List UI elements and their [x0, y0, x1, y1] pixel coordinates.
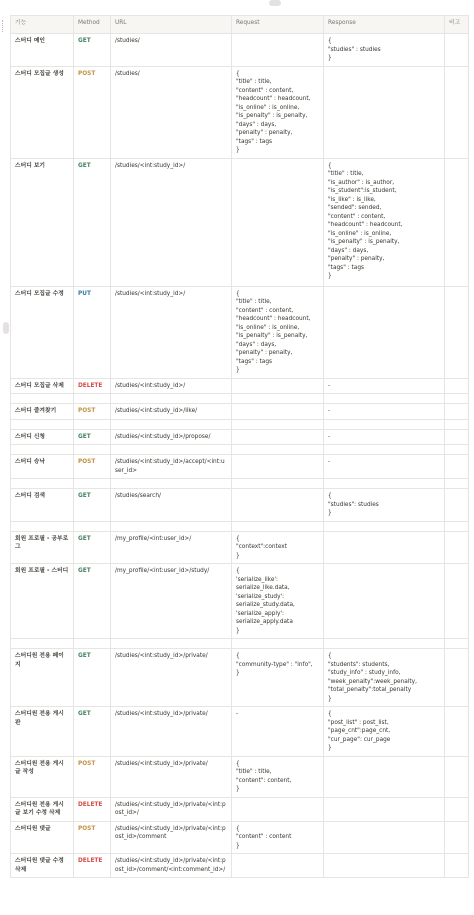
method-cell[interactable] — [74, 34, 111, 67]
url-text: /studies/<int:study_id>/private/<int:post_id>/comment/<int:comment_id>/ — [115, 858, 226, 873]
empty-cell[interactable] — [232, 521, 324, 531]
spacer-row — [11, 639, 469, 649]
url-text: /studies/<int:study_id>/like/ — [115, 408, 198, 414]
feature-cell[interactable] — [11, 797, 74, 821]
empty-cell[interactable] — [11, 419, 74, 429]
feature-cell[interactable] — [11, 756, 74, 797]
method-text: GET — [78, 162, 91, 169]
url-text: /studies/search/ — [115, 493, 161, 499]
method-cell[interactable] — [74, 854, 111, 878]
note-cell[interactable] — [445, 821, 469, 854]
empty-cell[interactable] — [445, 445, 469, 455]
url-cell[interactable] — [111, 378, 232, 394]
request-cell[interactable] — [232, 378, 324, 394]
method-text: GET — [78, 38, 91, 44]
method-text: GET — [78, 433, 91, 440]
feature-text: 스터디 검색 — [15, 493, 46, 499]
method-text: GET — [78, 568, 91, 574]
request-cell[interactable] — [232, 158, 324, 286]
url-text: /my_profile/<int:user_id>/study/ — [115, 568, 210, 574]
empty-cell[interactable] — [11, 479, 74, 489]
note-cell[interactable] — [445, 797, 469, 821]
feature-text: 스터디 모집글 삭제 — [15, 382, 64, 389]
note-cell[interactable] — [445, 756, 469, 797]
response-cell[interactable] — [324, 797, 445, 821]
method-text: DELETE — [78, 382, 103, 389]
method-text: DELETE — [78, 801, 103, 808]
url-text: /studies/<int:study_id>/private/<int:post_id>/ — [115, 801, 226, 816]
note-cell[interactable] — [445, 404, 469, 420]
empty-cell[interactable] — [111, 445, 232, 455]
request-text: { "title" : title, "content" : content, "headcount" : headcount, "is_online" : is_online, "is_penalty" : is_penalty, "days" : days, "penalty" : penalty, "tags" : tags } — [236, 290, 311, 373]
table-row — [11, 455, 469, 479]
empty-cell[interactable] — [324, 394, 445, 404]
request-cell[interactable] — [232, 854, 324, 878]
url-text: /studies/<int:study_id>/private/ — [115, 711, 208, 717]
table-row — [11, 821, 469, 854]
header-method[interactable]: Method — [74, 16, 111, 34]
empty-cell[interactable] — [74, 419, 111, 429]
empty-cell[interactable] — [232, 419, 324, 429]
empty-cell[interactable] — [232, 394, 324, 404]
table-body — [11, 34, 469, 878]
response-cell[interactable] — [324, 429, 445, 445]
note-cell[interactable] — [445, 455, 469, 479]
feature-text: 스터디원 전용 게시판 — [15, 711, 64, 726]
request-text: { "title" : title, "content": content, } — [236, 760, 292, 792]
method-cell[interactable] — [74, 66, 111, 158]
request-cell[interactable] — [232, 531, 324, 564]
method-cell[interactable] — [74, 531, 111, 564]
feature-text: 스터디 메인 — [15, 38, 46, 44]
feature-text: 스터디 승낙 — [15, 459, 46, 465]
url-text: /studies/<int:study_id>/private/ — [115, 760, 208, 767]
url-cell[interactable] — [111, 66, 232, 158]
url-cell[interactable] — [111, 707, 232, 757]
header-request[interactable]: Request — [232, 16, 324, 34]
method-text: POST — [78, 408, 96, 414]
response-cell[interactable] — [324, 378, 445, 394]
empty-cell[interactable] — [232, 479, 324, 489]
response-text: - — [328, 382, 331, 389]
response-cell[interactable] — [324, 66, 445, 158]
response-cell[interactable] — [324, 756, 445, 797]
response-text: { "students": students, "study_info" : study_info, "week_penalty":week_penalty, "total_penalty":total_penalty } — [328, 653, 417, 702]
url-cell[interactable] — [111, 489, 232, 522]
table-left-guide — [2, 20, 6, 32]
feature-cell[interactable] — [11, 649, 74, 707]
feature-text: 스터디 모집글 수정 — [15, 290, 64, 297]
empty-cell[interactable] — [324, 521, 445, 531]
method-text: GET — [78, 535, 91, 542]
feature-text: 회원 프로필 - 스터디 — [15, 568, 69, 574]
method-cell[interactable] — [74, 756, 111, 797]
request-text: { "title" : title, "content" : content, "headcount" : headcount, "is_online" : is_online, "is_penalty" : is_penalty, "days" : days, "penalty" : penalty, "tags" : tags } — [236, 70, 311, 153]
request-cell[interactable] — [232, 404, 324, 420]
feature-text: 스터디원 댓글 — [15, 825, 51, 832]
note-cell[interactable] — [445, 707, 469, 757]
empty-cell[interactable] — [232, 639, 324, 649]
url-text: /studies/<int:study_id>/private/ — [115, 653, 208, 659]
request-cell[interactable] — [232, 286, 324, 378]
feature-cell[interactable] — [11, 66, 74, 158]
url-cell[interactable] — [111, 821, 232, 854]
empty-cell[interactable] — [74, 639, 111, 649]
url-cell[interactable] — [111, 455, 232, 479]
response-text: { "studies": studies } — [328, 493, 379, 516]
table-row — [11, 707, 469, 757]
url-text: /studies/ — [115, 70, 140, 77]
request-text: { 'serialize_like': serialize_like.data, 'serialize_study': serialize_study.data, 'serialize_apply': serialize_apply.data } — [236, 568, 295, 634]
response-text: - — [328, 459, 331, 465]
request-cell[interactable] — [232, 707, 324, 757]
spacer-row — [11, 419, 469, 429]
feature-cell[interactable] — [11, 429, 74, 445]
empty-cell[interactable] — [111, 394, 232, 404]
url-text: /studies/<int:study_id>/accept/<int:user_id> — [115, 459, 225, 474]
empty-cell[interactable] — [324, 445, 445, 455]
url-cell[interactable] — [111, 286, 232, 378]
table-row — [11, 66, 469, 158]
method-cell[interactable] — [74, 286, 111, 378]
feature-cell[interactable] — [11, 404, 74, 420]
response-cell[interactable] — [324, 158, 445, 286]
url-cell[interactable] — [111, 404, 232, 420]
response-cell[interactable] — [324, 649, 445, 707]
empty-cell[interactable] — [232, 445, 324, 455]
empty-cell[interactable] — [11, 639, 74, 649]
url-text: /studies/ — [115, 38, 140, 44]
feature-cell[interactable] — [11, 531, 74, 564]
feature-text: 스터디 신청 — [15, 433, 46, 440]
feature-text: 스터디 즐겨찾기 — [15, 408, 57, 414]
table-row — [11, 34, 469, 67]
feature-cell[interactable] — [11, 854, 74, 878]
response-cell[interactable] — [324, 404, 445, 420]
url-cell[interactable] — [111, 429, 232, 445]
url-cell[interactable] — [111, 756, 232, 797]
feature-text: 스터디 모집글 생성 — [15, 70, 64, 77]
url-text: /my_profile/<int:user_id>/ — [115, 535, 192, 542]
spacer-row — [11, 394, 469, 404]
request-cell[interactable] — [232, 489, 324, 522]
empty-cell[interactable] — [324, 639, 445, 649]
request-cell[interactable] — [232, 429, 324, 445]
feature-text: 스터디원 댓글 수정 삭제 — [15, 858, 64, 873]
feature-text: 회원 프로필 - 공부로그 — [15, 535, 69, 550]
note-cell[interactable] — [445, 66, 469, 158]
empty-cell[interactable] — [111, 639, 232, 649]
response-text: - — [328, 408, 331, 414]
url-cell[interactable] — [111, 797, 232, 821]
url-text: /studies/<int:study_id>/propose/ — [115, 433, 211, 440]
request-cell[interactable] — [232, 797, 324, 821]
table-row — [11, 158, 469, 286]
request-text: { "context":context } — [236, 535, 287, 559]
method-cell[interactable] — [74, 821, 111, 854]
url-cell[interactable] — [111, 158, 232, 286]
header-note[interactable]: 비고 — [445, 16, 469, 34]
method-cell[interactable] — [74, 797, 111, 821]
feature-cell[interactable] — [11, 821, 74, 854]
table-row — [11, 489, 469, 522]
request-text: - — [236, 711, 239, 717]
note-cell[interactable] — [445, 378, 469, 394]
empty-cell[interactable] — [445, 639, 469, 649]
method-cell[interactable] — [74, 158, 111, 286]
request-cell[interactable] — [232, 756, 324, 797]
table-row — [11, 854, 469, 878]
method-text: POST — [78, 70, 96, 77]
table-row — [11, 531, 469, 564]
feature-cell[interactable] — [11, 564, 74, 639]
url-cell[interactable] — [111, 854, 232, 878]
response-text: { "studies" : studies } — [328, 38, 381, 61]
note-cell[interactable] — [445, 649, 469, 707]
table-row — [11, 286, 469, 378]
request-cell[interactable] — [232, 564, 324, 639]
url-cell[interactable] — [111, 649, 232, 707]
request-text: { "content" : content } — [236, 825, 292, 849]
request-cell[interactable] — [232, 821, 324, 854]
note-cell[interactable] — [445, 158, 469, 286]
empty-cell[interactable] — [445, 394, 469, 404]
url-text: /studies/<int:study_id>/private/<int:post_id>/comment — [115, 825, 226, 840]
note-cell[interactable] — [445, 34, 469, 67]
spacer-row — [11, 479, 469, 489]
method-cell[interactable] — [74, 707, 111, 757]
url-cell[interactable] — [111, 531, 232, 564]
table-row — [11, 429, 469, 445]
response-cell[interactable] — [324, 854, 445, 878]
method-text: POST — [78, 760, 96, 767]
feature-cell[interactable] — [11, 707, 74, 757]
empty-cell[interactable] — [11, 394, 74, 404]
request-text: { "community-type" : "info", } — [236, 653, 313, 676]
empty-cell[interactable] — [324, 419, 445, 429]
note-cell[interactable] — [445, 564, 469, 639]
feature-cell[interactable] — [11, 455, 74, 479]
feature-cell[interactable] — [11, 378, 74, 394]
column-drag-handle[interactable] — [269, 0, 281, 6]
spacer-row — [11, 445, 469, 455]
empty-cell[interactable] — [74, 394, 111, 404]
feature-text: 스터디원 전용 페이지 — [15, 653, 64, 668]
method-text: POST — [78, 825, 96, 832]
header-url[interactable]: URL — [111, 16, 232, 34]
response-text: - — [328, 433, 331, 440]
request-cell[interactable] — [232, 455, 324, 479]
table-row — [11, 404, 469, 420]
response-cell[interactable] — [324, 531, 445, 564]
method-cell[interactable] — [74, 455, 111, 479]
feature-text: 스터디 보기 — [15, 162, 46, 169]
response-cell[interactable] — [324, 564, 445, 639]
url-cell[interactable] — [111, 34, 232, 67]
empty-cell[interactable] — [111, 521, 232, 531]
method-text: GET — [78, 711, 91, 717]
feature-text: 스터디원 전용 게시글 보기 수정 삭제 — [15, 801, 64, 816]
table-row — [11, 378, 469, 394]
table-row — [11, 649, 469, 707]
request-cell[interactable] — [232, 34, 324, 67]
method-cell[interactable] — [74, 429, 111, 445]
note-cell[interactable] — [445, 429, 469, 445]
feature-cell[interactable] — [11, 34, 74, 67]
method-cell[interactable] — [74, 649, 111, 707]
api-table — [10, 15, 469, 878]
response-text: { "title" : title, "is_author" : is_author, "is_student":is_student, "is_like" : is_like, "sended": sended, "content" : content, "headcount" : headcount, "is_online" : is_online, "is_penalty" : is_penalty, "days" : days, "penalty" : penalty, "tags" : tags } — [328, 162, 403, 279]
empty-cell[interactable] — [11, 445, 74, 455]
row-drag-handle[interactable] — [3, 322, 9, 334]
table-row — [11, 564, 469, 639]
table-header-row — [11, 16, 469, 34]
feature-cell[interactable] — [11, 286, 74, 378]
url-text: /studies/<int:study_id>/ — [115, 290, 186, 297]
method-text: GET — [78, 653, 91, 659]
empty-cell[interactable] — [111, 479, 232, 489]
method-cell[interactable] — [74, 564, 111, 639]
empty-cell[interactable] — [445, 479, 469, 489]
response-cell[interactable] — [324, 34, 445, 67]
request-cell[interactable] — [232, 649, 324, 707]
spacer-row — [11, 521, 469, 531]
url-text: /studies/<int:study_id>/ — [115, 162, 186, 169]
feature-cell[interactable] — [11, 158, 74, 286]
url-text: /studies/<int:study_id>/ — [115, 382, 186, 389]
note-cell[interactable] — [445, 489, 469, 522]
method-cell[interactable] — [74, 378, 111, 394]
response-cell[interactable] — [324, 707, 445, 757]
table-row — [11, 756, 469, 797]
response-cell[interactable] — [324, 455, 445, 479]
note-cell[interactable] — [445, 531, 469, 564]
response-cell[interactable] — [324, 821, 445, 854]
method-text: GET — [78, 493, 91, 499]
feature-text: 스터디원 전용 게시글 작성 — [15, 760, 64, 775]
method-text: POST — [78, 459, 96, 465]
response-cell[interactable] — [324, 489, 445, 522]
response-text: { "post_list" : post_list, "page_cnt":page_cnt, "cur_page": cur_page } — [328, 711, 391, 751]
note-cell[interactable] — [445, 286, 469, 378]
empty-cell[interactable] — [445, 419, 469, 429]
empty-cell[interactable] — [324, 479, 445, 489]
method-text: PUT — [78, 290, 91, 297]
response-cell[interactable] — [324, 286, 445, 378]
method-cell[interactable] — [74, 489, 111, 522]
header-feature[interactable]: 기능 — [11, 16, 74, 34]
request-cell[interactable] — [232, 66, 324, 158]
method-text: DELETE — [78, 858, 103, 864]
url-cell[interactable] — [111, 564, 232, 639]
empty-cell[interactable] — [74, 445, 111, 455]
empty-cell[interactable] — [11, 521, 74, 531]
empty-cell[interactable] — [445, 521, 469, 531]
table-row — [11, 797, 469, 821]
header-response[interactable]: Response — [324, 16, 445, 34]
feature-cell[interactable] — [11, 489, 74, 522]
note-cell[interactable] — [445, 854, 469, 878]
empty-cell[interactable] — [74, 521, 111, 531]
empty-cell[interactable] — [111, 419, 232, 429]
empty-cell[interactable] — [74, 479, 111, 489]
method-cell[interactable] — [74, 404, 111, 420]
